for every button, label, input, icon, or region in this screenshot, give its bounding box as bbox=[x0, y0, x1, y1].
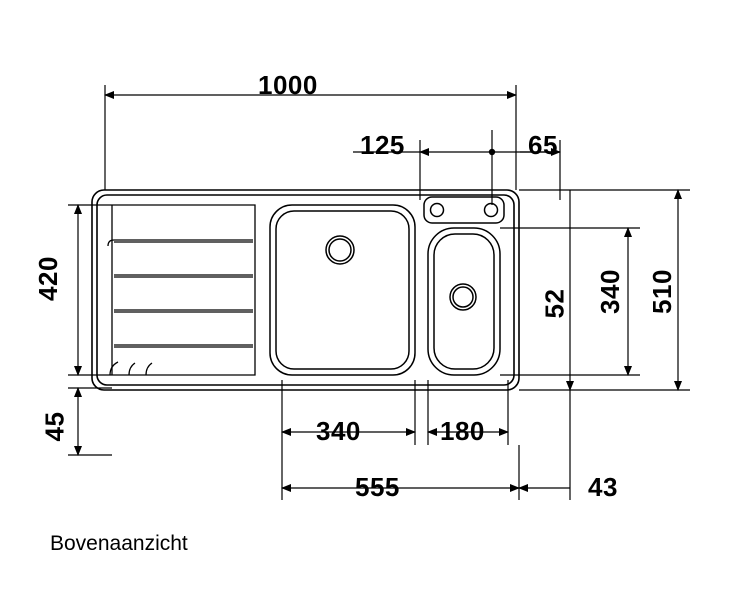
dim-label-43: 43 bbox=[588, 472, 618, 502]
dim-label-340-bottom: 340 bbox=[316, 416, 361, 446]
large-bowl-drain bbox=[326, 236, 354, 264]
dim-label-65: 65 bbox=[528, 130, 558, 160]
tap-hole-right bbox=[485, 204, 498, 217]
large-bowl bbox=[270, 205, 415, 375]
dim-label-555: 555 bbox=[355, 472, 400, 502]
dim-label-52: 52 bbox=[539, 288, 570, 319]
tap-hole-left bbox=[431, 204, 444, 217]
dimension-555 bbox=[282, 445, 519, 500]
small-bowl-drain bbox=[450, 284, 476, 310]
dim-label-340-right: 340 bbox=[594, 269, 625, 314]
dim-label-1000: 1000 bbox=[258, 70, 318, 100]
drainer-grooves bbox=[108, 205, 255, 375]
dimension-420 bbox=[68, 205, 112, 375]
dim-label-125: 125 bbox=[360, 130, 405, 160]
dim-label-420: 420 bbox=[32, 256, 63, 301]
dimension-45 bbox=[68, 388, 112, 455]
dimension-43 bbox=[519, 390, 570, 500]
dim-label-45: 45 bbox=[39, 411, 70, 442]
small-bowl bbox=[428, 228, 500, 375]
dim-label-180: 180 bbox=[440, 416, 485, 446]
view-caption: Bovenaanzicht bbox=[50, 532, 188, 555]
dim-label-510: 510 bbox=[646, 269, 677, 314]
